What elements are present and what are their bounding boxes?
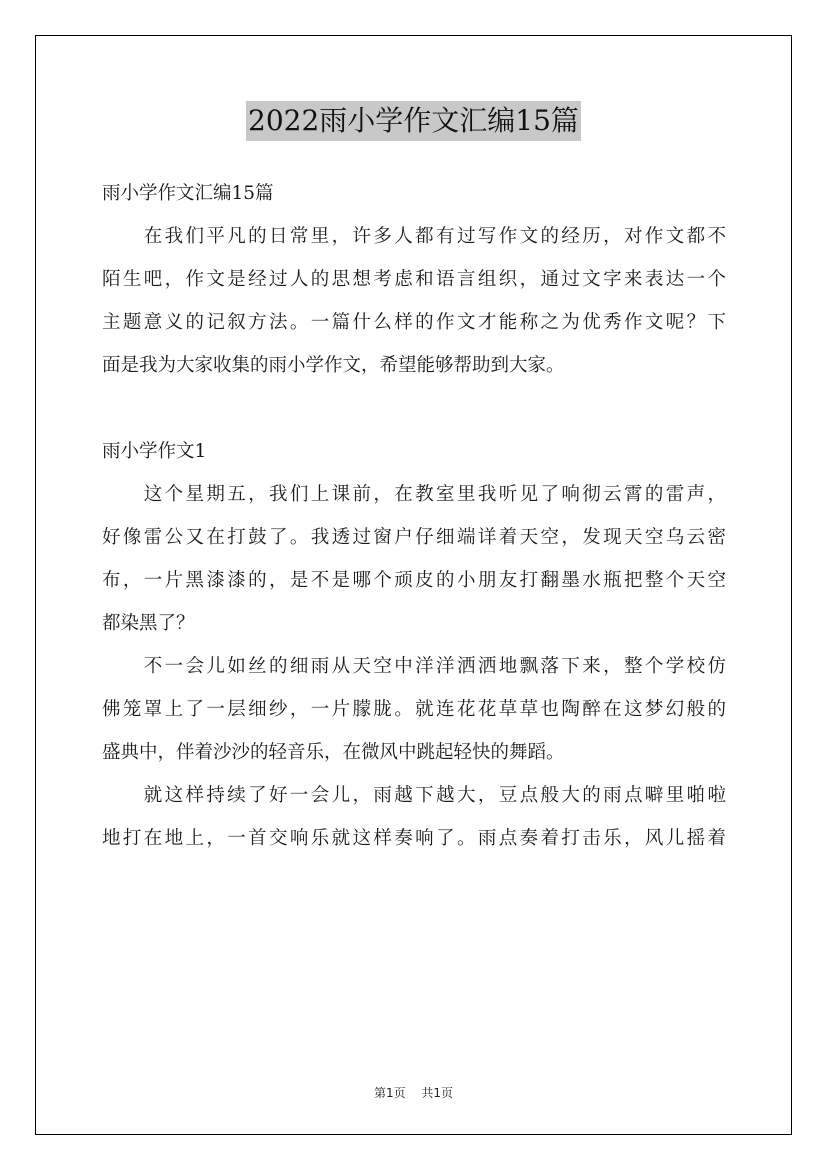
text-line: 就这样持续了好一会儿，雨越下越大，豆点般大的雨点噼里啪啦 — [102, 785, 726, 806]
text-line: 盛典中，伴着沙沙的轻音乐，在微风中跳起轻快的舞蹈。 — [102, 742, 565, 763]
text-line: 陌生吧，作文是经过人的思想考虑和语言组织，通过文字来表达一个 — [102, 269, 726, 290]
section-heading: 雨小学作文1 — [102, 441, 207, 462]
section-heading: 雨小学作文汇编15篇 — [102, 183, 274, 204]
document-title-text: 2022雨小学作文汇编15篇 — [246, 101, 581, 141]
text-line: 主题意义的记叙方法。一篇什么样的作文才能称之为优秀作文呢？下 — [102, 312, 726, 333]
page-footer — [0, 1084, 827, 1101]
text-line: 这个星期五，我们上课前，在教室里我听见了响彻云霄的雷声， — [102, 484, 726, 505]
text-line: 面是我为大家收集的雨小学作文，希望能够帮助到大家。 — [102, 355, 565, 376]
page-number: 第1页 — [373, 1086, 406, 1100]
text-line: 在我们平凡的日常里，许多人都有过写作文的经历，对作文都不 — [102, 226, 726, 247]
text-line: 好像雷公又在打鼓了。我透过窗户仔细端详着天空，发现天空乌云密 — [102, 527, 726, 548]
text-line: 不一会儿如丝的细雨从天空中洋洋洒洒地飘落下来，整个学校仿 — [102, 656, 726, 677]
text-line: 地打在地上，一首交响乐就这样奏响了。雨点奏着打击乐，风儿摇着 — [102, 828, 726, 849]
text-line: 都染黑了？ — [102, 613, 195, 634]
text-line: 佛笼罩上了一层细纱，一片朦胧。就连花花草草也陶醉在这梦幻般的 — [102, 699, 726, 720]
document-title — [0, 101, 827, 141]
blank-line — [102, 387, 726, 430]
document-body — [102, 172, 726, 860]
text-line: 布，一片黑漆漆的，是不是哪个顽皮的小朋友打翻墨水瓶把整个天空 — [102, 570, 726, 591]
page-total: 共1页 — [421, 1086, 454, 1100]
